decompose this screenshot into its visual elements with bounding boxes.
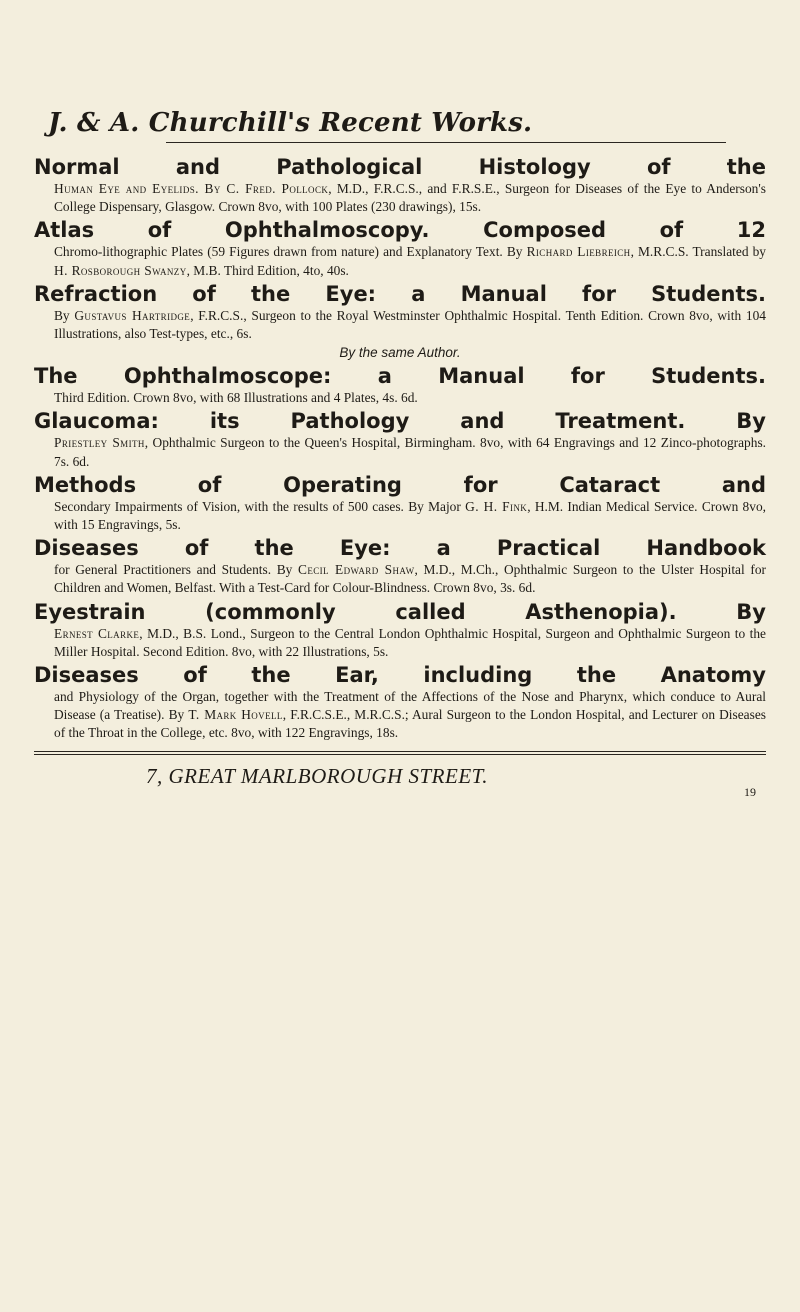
author-name: H. Rosborough Swanzy — [54, 262, 187, 278]
same-author-note: By the same Author. — [339, 345, 461, 361]
author-name: Gustavus Hartridge — [74, 307, 191, 323]
footer-rule-thin — [34, 754, 766, 755]
entry-title: Normal and Pathological Histology of the — [34, 155, 766, 179]
description-text: and Physiology of the Organ, together with the Treatment of the Affections of the Nose and Pharynx, which conduce to Aural Disease (a Treatise). By — [54, 689, 766, 723]
entry-description — [34, 389, 766, 407]
entry-description — [34, 180, 766, 216]
author-name: T. Mark Hovell — [188, 707, 283, 723]
entry-title: Eyestrain (commonly called Asthenopia). By — [34, 599, 766, 624]
entry-title: Glaucoma: its Pathology and Treatment. By — [34, 409, 766, 434]
description-text: , M.R.C.S. Translated by — [630, 244, 766, 260]
page-number: 19 — [744, 784, 756, 799]
description-text: , H.M. Indian Medical Service. Crown 8vo, with 15 Engravings, 5s. — [54, 498, 766, 533]
catalogue-entry — [34, 282, 766, 362]
description-text: , Ophthalmic Surgeon to the Queen's Hospital, Birmingham. 8vo, with 64 Engravings and 12 Zinco-photographs. 7s. 6d. — [54, 435, 767, 469]
entry-description — [34, 625, 766, 661]
catalogue-page — [34, 108, 766, 800]
entry-title: Diseases of the Ear, including the Anatomy — [34, 663, 766, 688]
catalogue-entry — [34, 536, 766, 597]
author-name: Priestley Smith — [54, 435, 145, 451]
header-rule — [166, 142, 726, 143]
entry-title: Atlas of Ophthalmoscopy. Composed of 12 — [34, 218, 766, 243]
author-name: C. Fred. Pollock — [226, 181, 329, 196]
entry-title: Methods of Operating for Cataract and — [34, 472, 766, 497]
catalogue-entry — [34, 409, 766, 470]
catalogue-entry — [34, 155, 766, 216]
entry-description — [34, 434, 766, 470]
author-name: Ernest Clarke — [54, 625, 140, 641]
entry-title: Diseases of the Eye: a Practical Handbook — [34, 536, 766, 561]
description-text: , M.D., B.S. Lond., Surgeon to the Central London Ophthalmic Hospital, Surgeon and Ophthalmic Surgeon to the Miller Hospital. Second Edition. 8vo, with 22 Illustrations, 5s. — [54, 625, 766, 659]
description-text: Third Edition. Crown 8vo, with 68 Illustrations and 4 Plates, 4s. 6d. — [54, 390, 418, 406]
description-text: , F.R.C.S.E., M.R.C.S.; Aural Surgeon to the London Hospital, and Lecturer on Diseases of the Throat in the College, etc. 8vo, with 122 Engravings, 18s. — [54, 707, 766, 741]
description-text: , F.R.C.S., Surgeon to the Royal Westminster Ophthalmic Hospital. Tenth Edition. Crown 8vo, with 104 Illustrations, also Test-types, etc., 6s. — [54, 307, 766, 342]
description-text: , M.D., M.Ch., Ophthalmic Surgeon to the Ulster Hospital for Children and Women, Belfast. With a Test-Card for Colour-Blindness. Crown 8vo, 3s. 6d. — [54, 562, 766, 596]
catalogue-entries — [34, 155, 766, 743]
catalogue-entry — [34, 218, 766, 279]
description-text: , M.D., F.R.C.S., and F.R.S.E., Surgeon for Diseases of the Eye to Anderson's College Dispensary, Glasgow. Crown 8vo, with 100 Plates (230 drawings), 15s. — [54, 181, 766, 215]
running-head: J. & A. Churchill's Recent Works. — [48, 108, 533, 138]
entry-title: The Ophthalmoscope: a Manual for Students. — [34, 364, 766, 389]
description-text: Secondary Impairments of Vision, with the results of 500 cases. By Major — [54, 498, 466, 514]
entry-description — [34, 243, 766, 279]
author-name: Richard Liebreich — [526, 244, 631, 260]
entry-description — [34, 688, 766, 743]
description-text: , M.B. Third Edition, 4to, 40s. — [186, 262, 349, 278]
catalogue-entry — [34, 600, 766, 661]
description-text: Chromo-lithographic Plates (59 Figures drawn from nature) and Explanatory Text. By — [54, 244, 527, 260]
entry-description — [34, 307, 766, 343]
description-text: for General Practitioners and Students. By — [54, 562, 299, 578]
author-name: Cecil Edward Shaw — [298, 562, 415, 578]
entry-description — [34, 498, 766, 534]
catalogue-entry — [34, 663, 766, 743]
footer-rule — [34, 751, 766, 752]
catalogue-entry — [34, 364, 766, 407]
catalogue-entry — [34, 473, 766, 534]
description-text: By — [54, 307, 75, 323]
entry-description — [34, 561, 766, 597]
author-name: Human Eye and Eyelids. By — [54, 181, 227, 196]
entry-title: Refraction of the Eye: a Manual for Students. — [34, 281, 766, 306]
author-name: G. H. Fink — [465, 498, 528, 514]
publisher-address: 7, GREAT MARLBOROUGH STREET. — [146, 763, 489, 788]
